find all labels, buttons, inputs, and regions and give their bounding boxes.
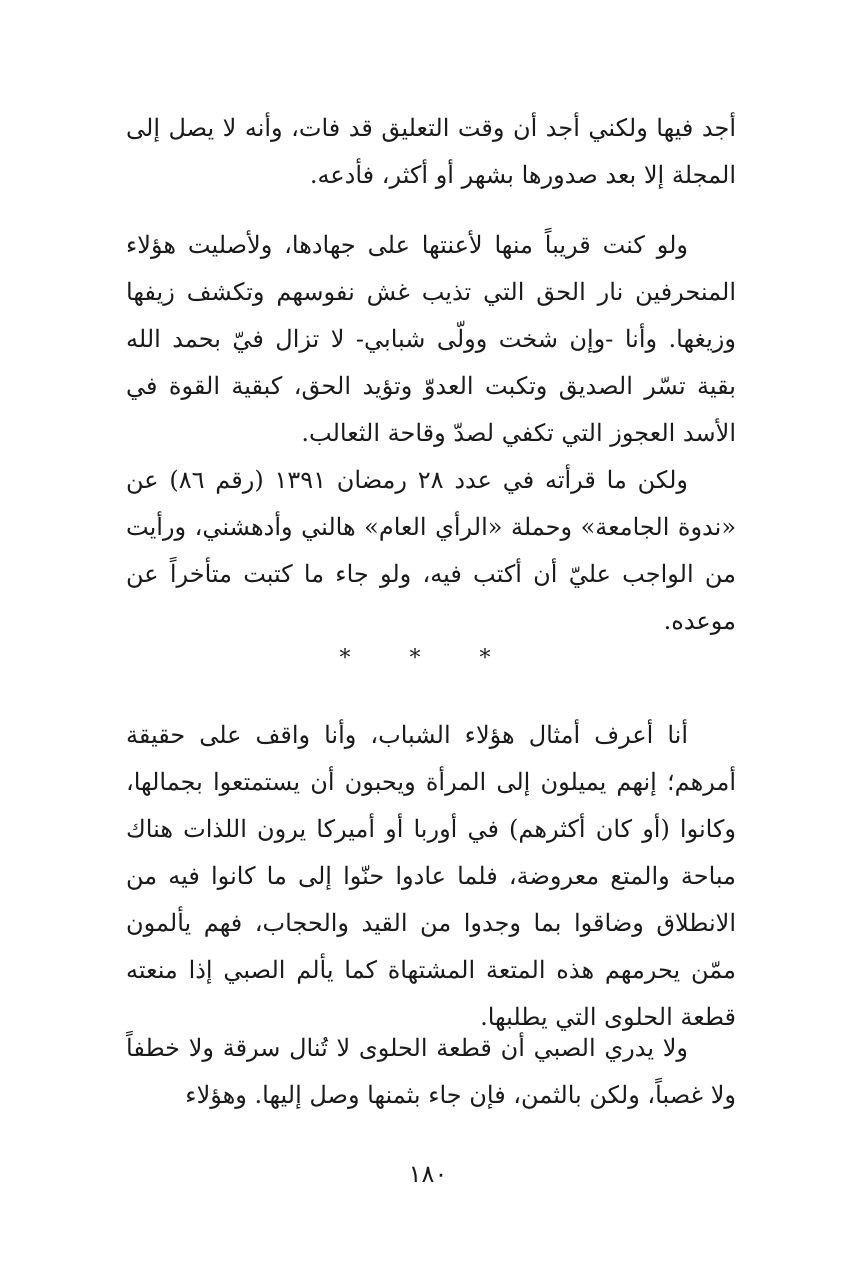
paragraph: أنا أعرف أمثال هؤلاء الشباب، وأنا واقف على حقيقة أمرهم؛ إنهم يميلون إلى المرأة ويحبون أن يستمتعوا بجمالها، وكانوا (أو كان أكثرهم) في أوربا أو أميركا يرون اللذات هناك مباحة والمتع معروضة، فلما عادوا حنّوا إلى ما كانوا فيه من الانطلاق وضاقوا بما وجدوا من القيد والحجاب، فهم يألمون ممّن يحرمهم هذه المتعة المشتهاة كما يألم الصبي إذا منعته قطعة الحلوى التي يطلبها. [126, 721, 737, 1031]
page-number: ١٨٠ [408, 1160, 448, 1188]
section-separator: * * * [339, 646, 517, 671]
paragraph: ولكن ما قرأته في عدد ٢٨ رمضان ١٣٩١ (رقم ٨٦) عن «ندوة الجامعة» وحملة «الرأي العام» هالني وأدهشني، ورأيت من الواجب عليّ أن أكتب فيه، ولو جاء ما كتبت متأخراً عن موعده. [126, 466, 736, 635]
paragraph-continuation: أجد فيها ولكني أجد أن وقت التعليق قد فات، وأنه لا يصل إلى المجلة إلا بعد صدورها بشهر أو أكثر، فأدعه. [126, 114, 736, 189]
paragraph: ولو كنت قريباً منها لأعنتها على جهادها، ولأصليت هؤلاء المنحرفين نار الحق التي تذيب غش نفوسهم وتكشف زيفها وزيغها. وأنا -وإن شخت وولّى شبابي- لا تزال فيّ بحمد الله بقية تسّر الصديق وتكبت العدوّ وتؤيد الحق، كبقية القوة في الأسد العجوز التي تكفي لصدّ وقاحة الثعالب. [126, 231, 736, 447]
paragraph: ولا يدري الصبي أن قطعة الحلوى لا تُنال سرقة ولا خطفاً ولا غصباً، ولكن بالثمن، فإن جاء بثمنها وصل إليها. وهؤلاء [126, 1034, 736, 1109]
